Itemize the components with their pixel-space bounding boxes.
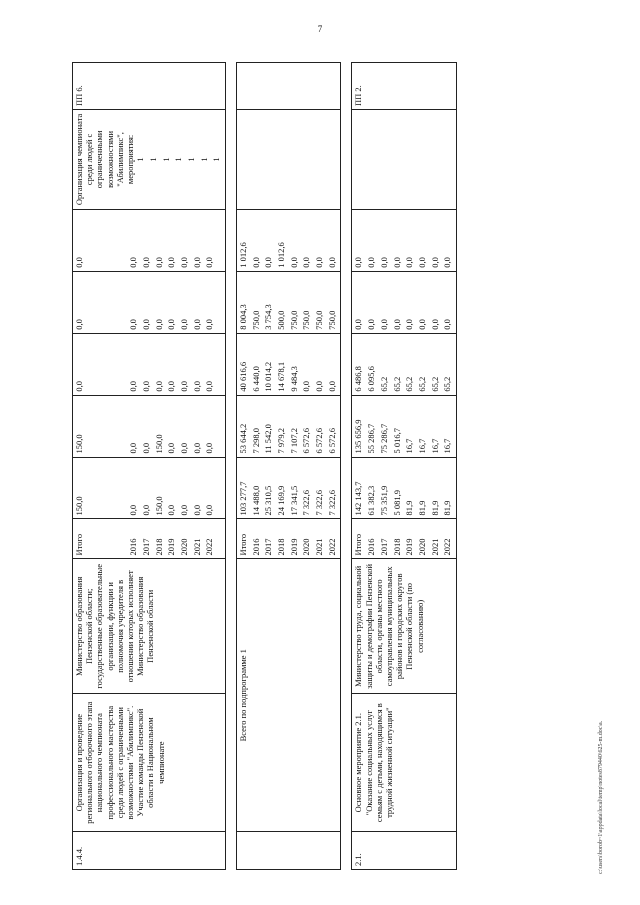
period-column: [236, 519, 341, 559]
amount-total-list: [353, 461, 455, 516]
amount-cell: 0,0: [191, 504, 202, 516]
year-cell: 2016: [250, 538, 261, 556]
year-list: [353, 522, 455, 555]
amount-local: 0,0: [74, 319, 84, 330]
year-cell: 2016: [128, 538, 139, 556]
year-cell: 2021: [429, 538, 440, 556]
amount-cell: 6 095,6: [366, 366, 377, 392]
amount-cell: 7 322,6: [314, 489, 325, 516]
period-column: [352, 519, 457, 559]
amount-cell: 0,0: [378, 257, 389, 268]
amount-regional: 0,0: [74, 380, 84, 392]
amount-cell: 75 351,9: [378, 485, 389, 516]
year-cell: 2019: [404, 538, 415, 556]
amount-cell: 0,0: [166, 257, 177, 268]
program-code: ПП 6.: [73, 63, 226, 110]
table-row-2-1: [352, 63, 457, 870]
amount-cell: 6 440,0: [250, 366, 261, 392]
amount-cell: 0,0: [301, 257, 312, 268]
amount-total-column: [352, 457, 457, 519]
amount-cell: 0,0: [404, 319, 415, 330]
amount-cell: 6 572,6: [301, 428, 312, 454]
amount-cell: 0,0: [166, 504, 177, 516]
amount-cell: 0,0: [391, 319, 402, 330]
amount-cell: 6 572,6: [314, 428, 325, 454]
amount-cell: 500,0: [276, 310, 286, 330]
amount-cell: 65,2: [404, 376, 415, 392]
amount-cell: 0,0: [128, 442, 139, 454]
year-cell: 2022: [442, 538, 453, 556]
amount-cell: 150,0: [153, 496, 164, 516]
amount-cell: 0,0: [250, 257, 261, 268]
subtotal-label: Всего по подпрограмме 1: [236, 559, 341, 832]
amount-federal-list: [128, 399, 217, 454]
amount-cell: 7 107,2: [288, 428, 299, 454]
amount-cell: 0,0: [301, 380, 312, 392]
amount-federal-column: [236, 395, 341, 457]
executor: Министерство образования Пензенской области; государственные образовательные организации, функции и полномочия учредителя в отношении которых исполняет Министерство образования Пензенской области: [73, 559, 226, 694]
year-cell: Итого: [353, 533, 364, 556]
event-name: Организация и проведение регионального отборочного этапа национального чемпионата профессионального мастерства среди людей с ограниченными возможностями "Абилимпикс". Участие команды Пензенской области в Национальном чемпионате: [73, 694, 226, 832]
amount-cell: 0,0: [166, 380, 177, 392]
amount-cell: 0,0: [178, 504, 189, 516]
year-list: [238, 522, 340, 555]
year-cell: 2022: [326, 538, 337, 556]
year-cell: 2018: [153, 538, 164, 556]
amount-cell: 0,0: [128, 257, 139, 268]
amount-cell: 65,2: [391, 376, 402, 392]
amount-cell: 0,0: [314, 257, 325, 268]
amount-total-list: [238, 461, 340, 516]
amount-cell: 3 754,3: [263, 304, 274, 330]
amount-cell: 1 012,6: [237, 242, 248, 268]
amount-cell: 14 488,0: [250, 485, 261, 516]
amount-cell: 0,0: [353, 257, 364, 268]
amount-cell: 0,0: [204, 319, 215, 330]
row-gap: [341, 63, 352, 870]
amount-cell: 0,0: [191, 380, 202, 392]
amount-cell: 0,0: [178, 380, 189, 392]
amount-cell: 0,0: [128, 380, 139, 392]
period-column: [73, 519, 226, 559]
result-cell: 1: [135, 157, 146, 162]
amount-cell: 9 484,3: [288, 366, 299, 392]
amount-cell: 14 678,1: [276, 361, 286, 392]
result-cell: 1: [147, 157, 158, 162]
amount-cell: 0,0: [140, 504, 151, 516]
amount-regional-column: [236, 333, 341, 395]
amount-cell: 0,0: [366, 319, 377, 330]
amount-regional-column: [73, 333, 226, 395]
year-cell: 2018: [276, 538, 286, 556]
amount-cell: 0,0: [140, 442, 151, 454]
amount-cell: 6 572,6: [326, 428, 337, 454]
year-cell: 2016: [366, 538, 377, 556]
amount-cell: 61 382,3: [366, 485, 377, 516]
amount-cell: 81,9: [442, 500, 453, 516]
amount-cell: 0,0: [429, 257, 440, 268]
year-cell: 2022: [204, 538, 215, 556]
amount-other-column: [352, 209, 457, 271]
amount-cell: 10 014,2: [263, 361, 274, 392]
table-row-subtotal: [236, 63, 341, 870]
amount-cell: 750,0: [301, 310, 312, 330]
amount-cell: 75 286,7: [378, 423, 389, 454]
year-cell: 2021: [191, 538, 202, 556]
amount-cell: 65,2: [416, 376, 427, 392]
amount-cell: 25 310,5: [263, 485, 274, 516]
program-code: ПП 2.: [352, 63, 457, 110]
amount-cell: 81,9: [404, 500, 415, 516]
row-number: 1.4.4.: [73, 832, 226, 870]
rotated-table-page: [72, 62, 592, 870]
amount-local-list: [128, 275, 217, 330]
amount-local-list: [353, 275, 455, 330]
amount-cell: 0,0: [128, 319, 139, 330]
amount-cell: 40 616,6: [237, 361, 248, 392]
amount-cell: 16,7: [404, 438, 415, 454]
amount-cell: 53 644,2: [237, 423, 248, 454]
amount-cell: 81,9: [429, 500, 440, 516]
result-cell: 1: [198, 157, 209, 162]
file-path-footer: c:\users\borob~1\appdata\local\temp\notes879440\625-m.doc\a.: [598, 720, 604, 874]
result-text: Организация чемпионата среди людей с ограниченными возможностями "Абилимпикс", мероприятия:: [74, 113, 135, 206]
year-cell: 2018: [391, 538, 402, 556]
amount-cell: 0,0: [391, 257, 402, 268]
year-cell: 2017: [263, 538, 274, 556]
amount-cell: 0,0: [204, 504, 215, 516]
result-list: [135, 113, 224, 206]
amount-cell: 0,0: [178, 257, 189, 268]
amount-cell: 0,0: [288, 257, 299, 268]
amount-local-column: [352, 271, 457, 333]
amount-cell: 7 298,0: [250, 428, 261, 454]
amount-regional-list: [238, 337, 340, 392]
amount-cell: 0,0: [178, 319, 189, 330]
amount-cell: 11 542,0: [263, 424, 274, 454]
amount-federal: 150,0: [74, 434, 84, 454]
amount-other-list: [238, 213, 340, 268]
year-cell: 2017: [378, 538, 389, 556]
amount-cell: 103 277,7: [237, 481, 248, 516]
amount-cell: 0,0: [416, 319, 427, 330]
amount-cell: 0,0: [178, 442, 189, 454]
year-cell: Итого: [237, 533, 248, 556]
amount-cell: 7 322,6: [301, 489, 312, 516]
year-list: [128, 522, 217, 555]
amount-cell: 7 979,2: [276, 428, 286, 454]
year-cell: 2019: [166, 538, 177, 556]
amount-cell: 5 016,7: [391, 428, 402, 454]
amount-federal-list: [238, 399, 340, 454]
program-table: [72, 62, 457, 870]
result-cell: 1: [173, 157, 184, 162]
row-gap: [225, 63, 236, 870]
amount-cell: 16,7: [416, 438, 427, 454]
amount-cell: 24 169,9: [276, 485, 286, 516]
amount-other-list: [353, 213, 455, 268]
amount-local-column: [236, 271, 341, 333]
amount-federal-column: [73, 395, 226, 457]
amount-cell: 0,0: [263, 257, 274, 268]
amount-cell: 750,0: [326, 310, 337, 330]
amount-cell: 0,0: [166, 319, 177, 330]
year-cell: 2017: [140, 538, 151, 556]
amount-cell: 0,0: [153, 319, 164, 330]
period-total: Итого: [74, 533, 84, 556]
amount-regional-list: [353, 337, 455, 392]
year-cell: 2019: [288, 538, 299, 556]
amount-cell: 0,0: [140, 319, 151, 330]
amount-cell: 0,0: [153, 257, 164, 268]
amount-cell: 0,0: [191, 319, 202, 330]
amount-cell: 16,7: [442, 438, 453, 454]
amount-cell: 0,0: [353, 319, 364, 330]
amount-cell: 8 004,3: [237, 304, 248, 330]
amount-cell: 0,0: [442, 319, 453, 330]
amount-regional-column: [352, 333, 457, 395]
amount-cell: 750,0: [250, 310, 261, 330]
amount-cell: 65,2: [378, 376, 389, 392]
amount-cell: 0,0: [366, 257, 377, 268]
amount-cell: 0,0: [429, 319, 440, 330]
result-cell: 1: [211, 157, 222, 162]
amount-cell: 0,0: [404, 257, 415, 268]
amount-cell: 0,0: [128, 504, 139, 516]
amount-other: 0,0: [74, 257, 84, 268]
amount-cell: 750,0: [288, 310, 299, 330]
amount-cell: 7 322,6: [326, 489, 337, 516]
result-cell: 1: [185, 157, 196, 162]
year-cell: 2020: [416, 538, 427, 556]
amount-cell: 0,0: [166, 442, 177, 454]
amount-other-list: [128, 213, 217, 268]
result-cell: 1: [160, 157, 171, 162]
amount-cell: 0,0: [191, 442, 202, 454]
amount-total-column: [73, 457, 226, 519]
amount-cell: 6 486,8: [353, 366, 364, 392]
executor: Министерство труда, социальной защиты и демографии Пензенской области, органы местного самоуправления муниципальных районов и городских округов Пензенской области (по согласованию): [352, 559, 457, 694]
amount-cell: 0,0: [416, 257, 427, 268]
amount-cell: 150,0: [153, 434, 164, 454]
amount-total: 150,0: [74, 496, 84, 516]
amount-cell: 16,7: [429, 438, 440, 454]
amount-local-column: [73, 271, 226, 333]
result-column: [73, 109, 226, 209]
amount-federal-column: [352, 395, 457, 457]
year-cell: 2021: [314, 538, 325, 556]
amount-regional-list: [128, 337, 217, 392]
amount-cell: 5 081,9: [391, 489, 402, 516]
amount-cell: 55 286,7: [366, 423, 377, 454]
amount-cell: 0,0: [140, 257, 151, 268]
amount-cell: 0,0: [140, 380, 151, 392]
amount-other-column: [73, 209, 226, 271]
amount-cell: 0,0: [153, 380, 164, 392]
amount-cell: 1 012,6: [276, 242, 286, 268]
amount-total-list: [128, 461, 217, 516]
amount-cell: 81,9: [416, 500, 427, 516]
table-row-1-4-4: [73, 63, 226, 870]
amount-other-column: [236, 209, 341, 271]
year-cell: 2020: [178, 538, 189, 556]
amount-cell: 0,0: [204, 442, 215, 454]
amount-cell: 142 143,7: [353, 481, 364, 516]
amount-cell: 0,0: [326, 257, 337, 268]
amount-federal-list: [353, 399, 455, 454]
amount-cell: 0,0: [326, 380, 337, 392]
amount-cell: 65,2: [442, 376, 453, 392]
amount-cell: 0,0: [378, 319, 389, 330]
amount-cell: 0,0: [204, 380, 215, 392]
event-name: Основное мероприятие 2.1. "Оказание социальных услуг семьям с детьми, находящимся в трудной жизненной ситуации": [352, 694, 457, 832]
page-number: 7: [317, 24, 323, 34]
amount-cell: 135 656,9: [353, 419, 364, 454]
year-cell: 2020: [301, 538, 312, 556]
amount-cell: 17 341,5: [288, 485, 299, 516]
amount-cell: 65,2: [429, 376, 440, 392]
row-number: 2.1.: [352, 832, 457, 870]
amount-cell: 0,0: [442, 257, 453, 268]
amount-cell: 750,0: [314, 310, 325, 330]
amount-cell: 0,0: [314, 380, 325, 392]
amount-total-column: [236, 457, 341, 519]
amount-cell: 0,0: [204, 257, 215, 268]
amount-local-list: [238, 275, 340, 330]
amount-cell: 0,0: [191, 257, 202, 268]
